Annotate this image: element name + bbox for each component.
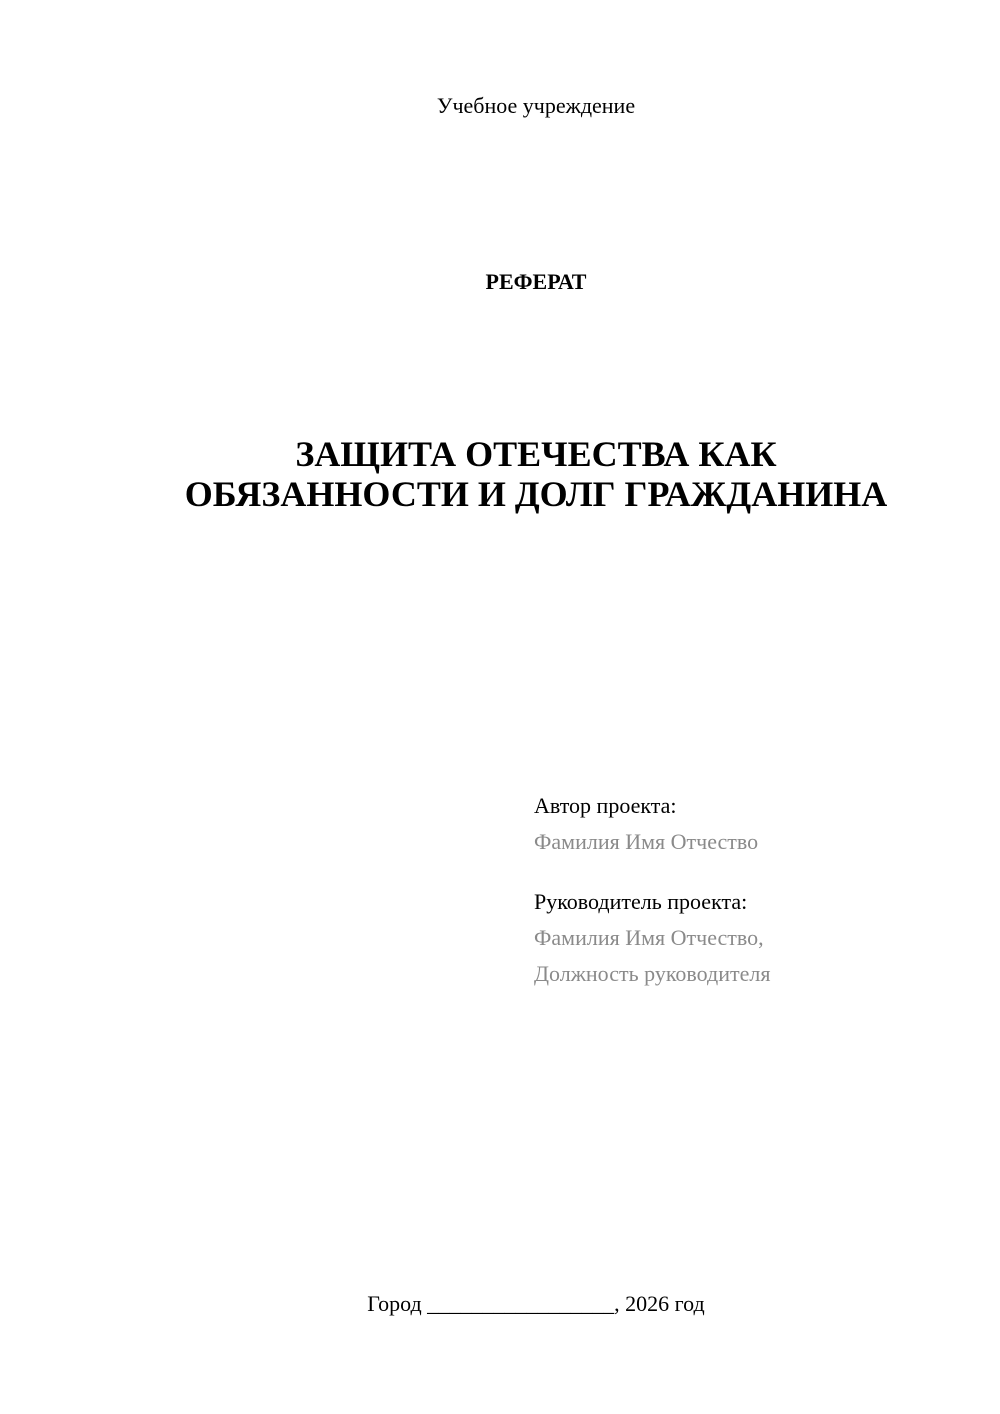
document-type: РЕФЕРАТ: [485, 269, 587, 294]
supervisor-label: Руководитель проекта:: [534, 889, 748, 914]
author-label: Автор проекта:: [534, 793, 677, 818]
author-name: Фамилия Имя Отчество: [534, 829, 759, 854]
credits-block: [534, 788, 974, 992]
title-line-2: ОБЯЗАННОСТИ И ДОЛГ ГРАЖДАНИНА: [184, 474, 888, 514]
credits-spacer: [534, 860, 974, 884]
supervisor-position: Должность руководителя: [534, 961, 771, 986]
supervisor-name: Фамилия Имя Отчество,: [534, 925, 764, 950]
title-line-1: ЗАЩИТА ОТЕЧЕСТВА КАК: [295, 434, 777, 474]
institution-name: Учебное учреждение: [436, 93, 636, 118]
document-title: [0, 434, 1000, 514]
city-year-line: Город _________________, 2026 год: [367, 1291, 705, 1316]
